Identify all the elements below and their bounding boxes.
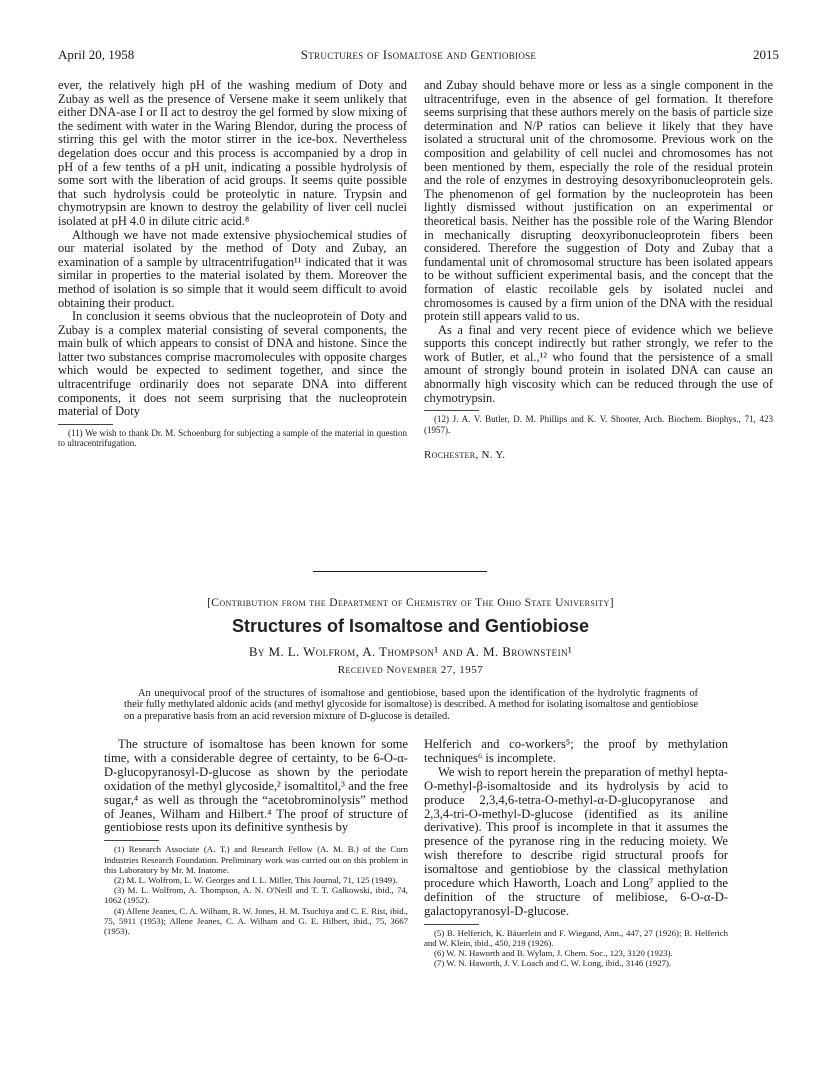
paragraph: In conclusion it seems obvious that the nucleoprotein of Doty and Zubay is a complex material consisting of several components, the main bulk of which appears to consist of DNA and histone. Since the latter two substances comprise macromolecules with opposite charges which would be expected to sediment together, and since the ultracentrifuge ordinarily does not separate DNA into different components, it does not seem surprising that the nucleoprotein material of Doty xyxy=(58,309,407,419)
abstract: An unequivocal proof of the structures of isomaltose and gentiobiose, based upon the identification of the hydrolytic fragments of their fully methylated aldonic acids (and methyl glycoside for isomaltose) is described. A method for isolating isomaltose and gentiobiose on a preparative basis from an acid reversion mixture of D-glucose is detailed. xyxy=(124,688,698,722)
running-header xyxy=(58,47,779,63)
bottom-left-column xyxy=(104,738,408,936)
footnote: (1) Research Associate (A. T.) and Research Fellow (A. M. B.) of the Corn Industries Research Foundation. Preliminary work was carried out on this problem in this Laboratory by Mr. M. Inatome. xyxy=(104,844,408,875)
paragraph: We wish to report herein the preparation of methyl hepta-O-methyl-β-isomaltoside and its hydrolysis by acid to produce 2,3,4,6-tetra-O-methyl-α-D-glucopyranose and 2,3,4-tri-O-methyl-D-glucose (identified as its aniline derivative). This proof is incomplete in that it assumes the presence of the pyranose ring in the reducing moiety. We wish therefore to describe rigid structural proofs for isomaltose and gentiobiose by the classical methylation procedure which Haworth, Loach and Long⁷ applied to the definition of the structure of melibiose, 6-O-α-D-galactopyranosyl-D-glucose. xyxy=(424,764,728,918)
footnote: (5) B. Helferich, K. Bäuerlein and F. Wiegand, Ann., 447, 27 (1926); B. Helferich and W. Klein, ibid., 450, 219 (1926). xyxy=(424,927,728,948)
paragraph: Helferich and co-workers⁵; the proof by methylation techniques⁶ is incomplete. xyxy=(424,737,728,765)
running-title: Structures of Isomaltose and Gentiobiose xyxy=(300,47,537,62)
paragraph: ever, the relatively high pH of the washing medium of Doty and Zubay as well as the presence of Versene make it seem unlikely that either DNA-ase I or II act to destroy the gel formed by slow mixing of the sediment with water in the Waring Blendor, during the process of stirring this gel with the motor stirrer in the ice-box. Nevertheless degelation does occur and this process is accompanied by a drop in pH of a few tenths of a pH unit, indicating a possible hydrolysis of some sort with the liberation of acid groups. It seems quite possible that such hydrolysis could be proteolytic in nature. Trypsin and chymotrypsin are known to destroy the gelability of liver cell nuclei isolated at pH 4.0 in dilute citric acid.⁸ xyxy=(58,78,407,228)
issue-date: April 20, 1958 xyxy=(58,47,135,62)
footnote: (7) W. N. Haworth, J. V. Loach and C. W. Long, ibid., 3146 (1927). xyxy=(434,958,672,969)
footnote: (6) W. N. Haworth and B. Wylam, J. Chem. Soc., 123, 3120 (1923). xyxy=(434,948,673,959)
footnote-rule xyxy=(104,840,159,841)
paragraph: Although we have not made extensive physiochemical studies of our material isolated by the method of Doty and Zubay, an examination of a sample by ultracentrifugation¹¹ indicated that it was similar in properties to the material isolated by them. Moreover the method of isolation is so simple that it would seem difficult to avoid obtaining their product. xyxy=(58,227,407,310)
footnote: (2) M. L. Wolfrom, L. W. Georges and I. L. Miller, This Journal, 71, 125 (1949). xyxy=(114,874,398,885)
paragraph: and Zubay should behave more or less as a single component in the ultracentrifuge, even in the absence of gel formation. It therefore seems surprising that these authors merely on the basis of particle size determination and N/P ratios can believe it likely that they have isolated a structural unit of the chromosome. Previous work on the composition and gelability of cell nuclei and chromosomes has not been mentioned by them, especially the role of the residual protein and the role of enzymes in destroying desoxyribonucleoprotein gels. The phenomenon of gel formation by the nucleoprotein has been lightly dismissed without justification on an experimental or theoretical basis. Neither has the possible role of the Waring Blendor in mechanically disrupting deoxyribonucleoprotein fibers been considered. Therefore the suggestion of Doty and Zubay that a fundamental unit of chromosomal structure has been isolated appears to be without sufficient experimental basis, and the concept that the formation of elastic recoilable gels by isolated nuclei and chromosomes is caused by a firm union of the DNA with the residual protein still appears valid to us. xyxy=(424,78,773,324)
contribution-line: [Contribution from the Department of Chemistry of The Ohio State University] xyxy=(207,597,614,609)
article-authors: By M. L. Wolfrom, A. Thompson¹ and A. M. Brownstein¹ xyxy=(248,644,573,659)
footnote-rule xyxy=(424,410,479,411)
received-date: Received November 27, 1957 xyxy=(337,664,484,676)
bottom-right-column xyxy=(424,738,728,969)
footnote-rule xyxy=(424,924,479,925)
footnote: (12) J. A. V. Butler, D. M. Phillips and K. V. Shooter, Arch. Biochem. Biophys., 71, 423 (1957). xyxy=(424,414,773,435)
author-location: Rochester, N. Y. xyxy=(424,449,506,462)
footnote: (11) We wish to thank Dr. M. Schoenburg for subjecting a sample of the material in question to ultracentrifugation. xyxy=(58,427,407,449)
footnote-rule xyxy=(58,424,113,425)
top-right-column xyxy=(424,79,773,463)
article-title: Structures of Isomaltose and Gentiobiose xyxy=(231,616,590,636)
footnote: (3) M. L. Wolfrom, A. Thompson, A. N. O'Neill and T. T. Galkowski, ibid., 74, 1062 (1952). xyxy=(104,885,408,906)
top-left-column xyxy=(58,79,407,449)
page-number: 2015 xyxy=(753,47,779,62)
paragraph: The structure of isomaltose has been known for some time, with a considerable degree of certainty, to be 6-O-α-D-glucopyranosyl-D-glucose as shown by the periodate oxidation of the methyl glycoside,² isomaltitol,³ and the free sugar,⁴ as well as through the “acetobrominolysis” method of Jeanes, Wilham and Hilbert.⁴ The proof of structure of gentiobiose rests upon its definitive synthesis by xyxy=(104,737,408,835)
footnote: (4) Allene Jeanes, C. A. Wilham, R. W. Jones, H. M. Tsuchiya and C. E. Rist, ibid., 75, 5911 (1953); Allene Jeanes, C. A. Wilham and G. E. Hilbert, ibid., 75, 3667 (1953). xyxy=(104,905,408,936)
paragraph: As a final and very recent piece of evidence which we believe supports this concept indirectly but rather strongly, we refer to the work of Butler, et al.,¹² who found that the persistence of a small amount of strongly bound protein in isolated DNA can cause an abnormally high viscosity which can be reduced through the use of chymotrypsin. xyxy=(424,322,773,405)
article-separator xyxy=(313,571,487,572)
